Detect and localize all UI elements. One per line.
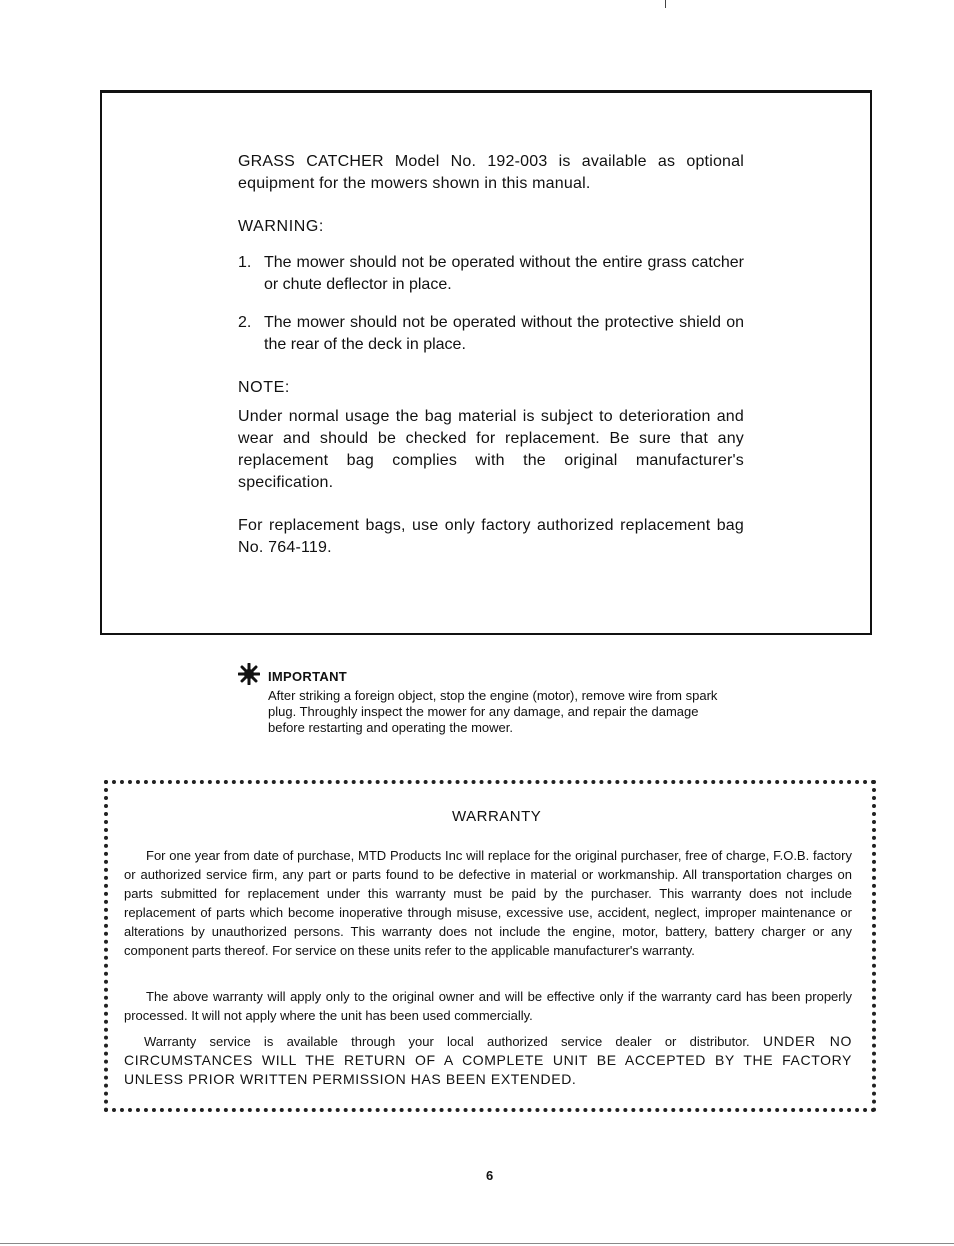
replacement-bag-text: For replacement bags, use only factory authorized replacement bag No. 764-119. (238, 517, 744, 556)
warning-heading: WARNING: (238, 218, 324, 235)
scan-mark (665, 0, 666, 8)
note-heading: NOTE: (238, 379, 290, 396)
page-bottom-rule (0, 1243, 954, 1244)
page-number: 6 (486, 1168, 494, 1183)
warranty-title: WARRANTY (452, 808, 542, 825)
note-text: Under normal usage the bag material is subject to deterioration and wear and should be checked for replacement. Be sure that any replacement bag complies with the original manufacturer's specification. (238, 408, 744, 491)
warranty-paragraph-2: The above warranty will apply only to the original owner and will be effective only if the warranty card has been properly processed. It will not apply where the unit has been used commercially. (124, 989, 852, 1023)
important-title: IMPORTANT (268, 669, 348, 684)
warranty-service-text: Warranty service is available through your local authorized service dealer or distributor. (144, 1034, 750, 1049)
important-body: After striking a foreign object, stop the engine (motor), remove wire from spark plug. Throughly inspect the mower for any damage, and repair the damage before restarting and operating the mower. (268, 688, 718, 735)
warning-item-1 (238, 252, 744, 296)
grass-catcher-intro: GRASS CATCHER Model No. 192-003 is available as optional equipment for the mowers shown in this manual. (238, 153, 744, 192)
warranty-return-policy: UNDER NO CIRCUMSTANCES WILL THE RETURN OF A COMPLETE UNIT BE ACCEPTED BY THE FACTORY UNLESS PRIOR WRITTEN PERMISSION HAS BEEN EXTENDED. (124, 1033, 852, 1087)
warranty-paragraph-3 (124, 1032, 852, 1089)
asterisk-star-icon (238, 663, 260, 685)
warning-item-number: 1. (238, 254, 252, 271)
warning-item-text: The mower should not be operated without the protective shield on the rear of the deck in place. (264, 314, 744, 353)
warning-item-number: 2. (238, 314, 252, 331)
warning-item-text: The mower should not be operated without the entire grass catcher or chute deflector in place. (264, 254, 744, 293)
warning-item-2 (238, 312, 744, 356)
warranty-paragraph-1: For one year from date of purchase, MTD Products Inc will replace for the original purchaser, free of charge, F.O.B. factory or authorized service firm, any part or parts found to be defective in material or workmanship. All transportation charges on parts submitted for replacement under this warranty must be paid by the purchaser. This warranty does not include replacement of parts which become inoperative through misuse, excessive use, accident, neglect, improper maintenance or alterations by unauthorized persons. This warranty does not include the engine, motor, battery, battery charger or any component parts thereof. For service on these units refer to the applicable manufacturer's warranty. (124, 848, 852, 958)
